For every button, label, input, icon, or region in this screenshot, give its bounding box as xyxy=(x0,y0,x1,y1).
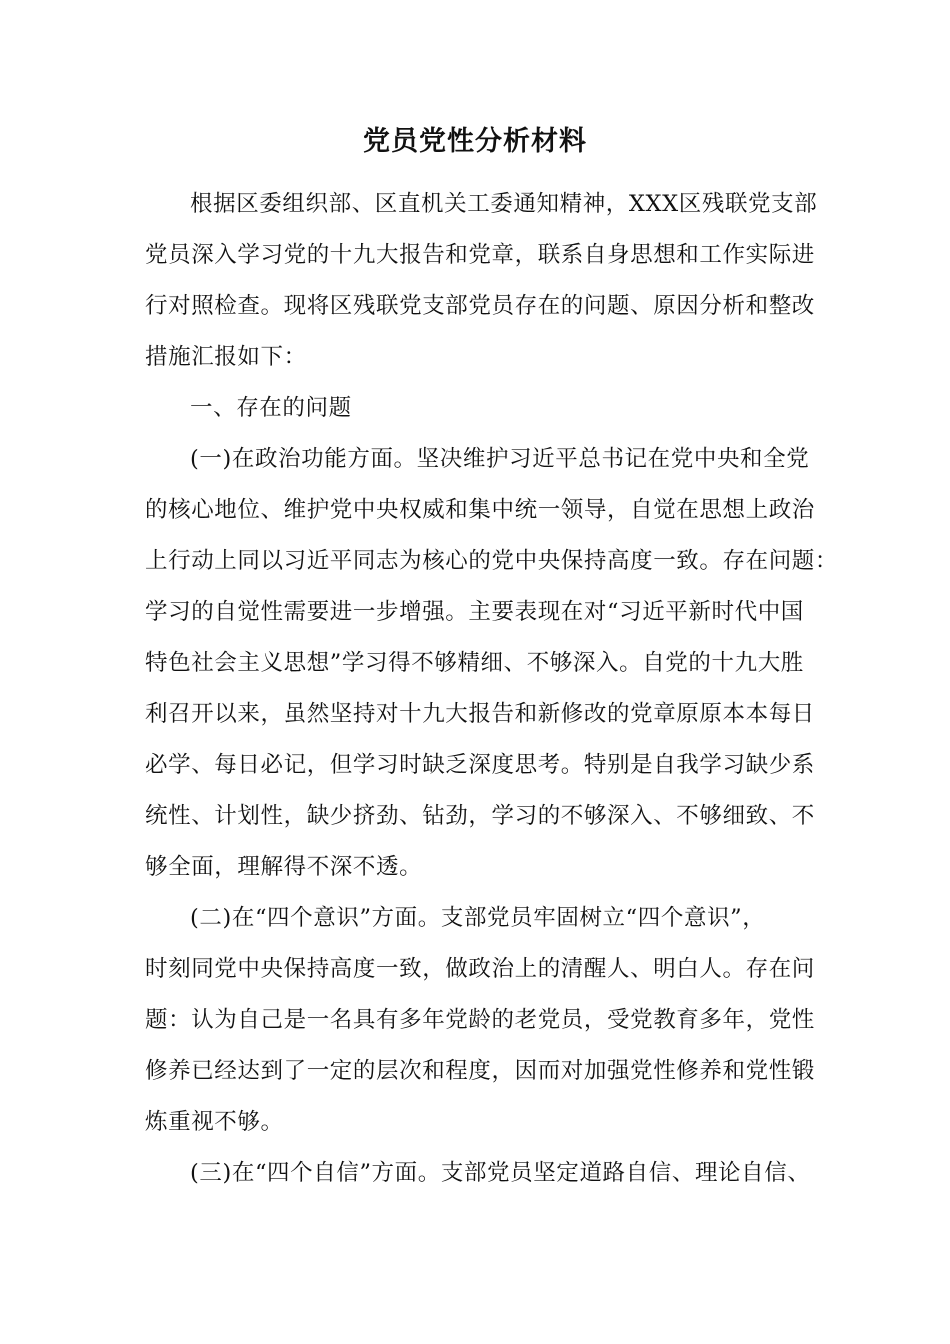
body-line: 修养已经达到了一定的层次和程度，因而对加强党性修养和党性锻 xyxy=(145,1058,815,1084)
body-line: 学习的自觉性需要进一步增强。主要表现在对“习近平新时代中国 xyxy=(145,599,804,625)
body-line: 的核心地位、维护党中央权威和集中统一领导，自觉在思想上政治 xyxy=(145,497,815,523)
body-line: 措施汇报如下： xyxy=(145,344,307,370)
body-line: (二)在“四个意识”方面。支部党员牢固树立“四个意识”， xyxy=(190,905,766,931)
body-line: 上行动上同以习近平同志为核心的党中央保持高度一致。存在问题： xyxy=(145,548,839,574)
body-line: 特色社会主义思想”学习得不够精细、不够深入。自党的十九大胜 xyxy=(145,650,804,676)
body-line: 根据区委组织部、区直机关工委通知精神，XXX区残联党支部 xyxy=(190,191,818,217)
body-line: 题：认为自己是一名具有多年党龄的老党员，受党教育多年，党性 xyxy=(145,1007,815,1033)
body-line: (三)在“四个自信”方面。支部党员坚定道路自信、理论自信、 xyxy=(190,1160,811,1186)
body-line: 必学、每日必记，但学习时缺乏深度思考。特别是自我学习缺少系 xyxy=(145,752,815,778)
body-line: 利召开以来，虽然坚持对十九大报告和新修改的党章原原本本每日 xyxy=(145,701,815,727)
document-title: 党员党性分析材料 xyxy=(363,126,587,157)
body-line: 炼重视不够。 xyxy=(145,1109,284,1135)
body-line: 行对照检查。现将区残联党支部党员存在的问题、原因分析和整改 xyxy=(145,293,815,319)
body-line: (一)在政治功能方面。坚决维护习近平总书记在党中央和全党 xyxy=(190,446,810,472)
body-line: 时刻同党中央保持高度一致，做政治上的清醒人、明白人。存在问 xyxy=(145,956,815,982)
body-line: 党员深入学习党的十九大报告和党章，联系自身思想和工作实际进 xyxy=(145,242,815,268)
section-heading: 一、存在的问题 xyxy=(190,395,352,421)
body-line: 够全面，理解得不深不透。 xyxy=(145,854,423,880)
body-line: 统性、计划性，缺少挤劲、钻劲，学习的不够深入、不够细致、不 xyxy=(145,803,815,829)
